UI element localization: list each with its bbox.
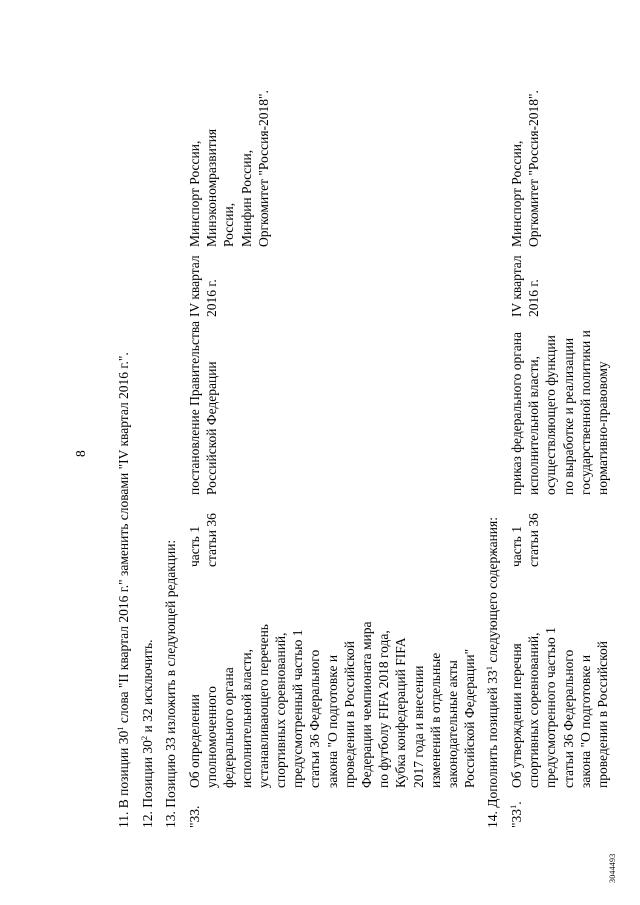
row-33-act-type: постановление Правительства Российской Федерации <box>187 320 220 495</box>
row-33-1-responsible: Минспорт России, Оргкомитет "Россия-2018". <box>509 90 542 247</box>
superscript: 1 <box>508 804 518 809</box>
row-33-1-number <box>508 801 525 828</box>
row-33-1-number-text: "33 <box>509 808 524 828</box>
page-number: 8 <box>73 450 88 457</box>
paragraph-14-text: 14. Дополнить позицией 33 <box>485 670 500 828</box>
paragraph-11-text: 11. В позиции 30 <box>116 730 131 828</box>
paragraph-11-text-end: слова "II квартал 2016 г." заменить словами "IV квартал 2016 г.". <box>116 352 131 727</box>
row-33-1-title: Об утверждении перечня спортивных соревнований, предусмотренного частью 1 статьи 36 Федерального закона "О подготовке и проведении в Российской <box>509 627 611 788</box>
superscript: 2 <box>139 735 149 741</box>
paragraph-14 <box>484 517 501 828</box>
superscript: 1 <box>115 726 125 731</box>
paragraph-14-text-end: следующего содержания: <box>485 517 500 667</box>
paragraph-13: 13. Позицию 33 изложить в следующей редакции: <box>163 539 178 828</box>
row-33-1-article: часть 1 статьи 36 <box>509 513 542 567</box>
row-33-deadline: IV квартал 2016 г. <box>187 255 220 317</box>
paragraph-12-text: 12. Позиции 30 <box>140 740 155 828</box>
row-33-title: Об определении уполномоченного федерального органа исполнительной власти, устанавливающего перечень спортивных соревнований, предусмотренный частью 1 статьи 36 Федерального закона "О подготовке и проведении в Российской Федерации чемпионата мира по футболу FIFA 2018 года, Кубка конфедераций FIFA 2017 года и внесении изменений в отдельные законодательные акты Российской Федерации" <box>187 621 478 788</box>
paragraph-11 <box>115 352 132 828</box>
row-33-1-act-type: приказ федерального органа исполнительной власти, осуществляющего функции по выработке и реализации государственной политики и нормативно-правовому <box>509 330 611 495</box>
document-code: 3044493 <box>608 853 617 883</box>
paragraph-12 <box>139 640 156 829</box>
superscript: 1 <box>484 666 494 671</box>
row-33-article: часть 1 статьи 36 <box>187 513 220 567</box>
row-33-number: "33. <box>187 805 202 828</box>
row-33-responsible: Минспорт России, Минэкономразвития России, Минфин России, Оргкомитет "Россия-2018". <box>187 90 271 247</box>
paragraph-12-text-end: и 32 исключить. <box>140 639 155 736</box>
row-33-1-number-dot: . <box>509 801 524 805</box>
row-33-1-deadline: IV квартал 2016 г. <box>509 255 542 317</box>
